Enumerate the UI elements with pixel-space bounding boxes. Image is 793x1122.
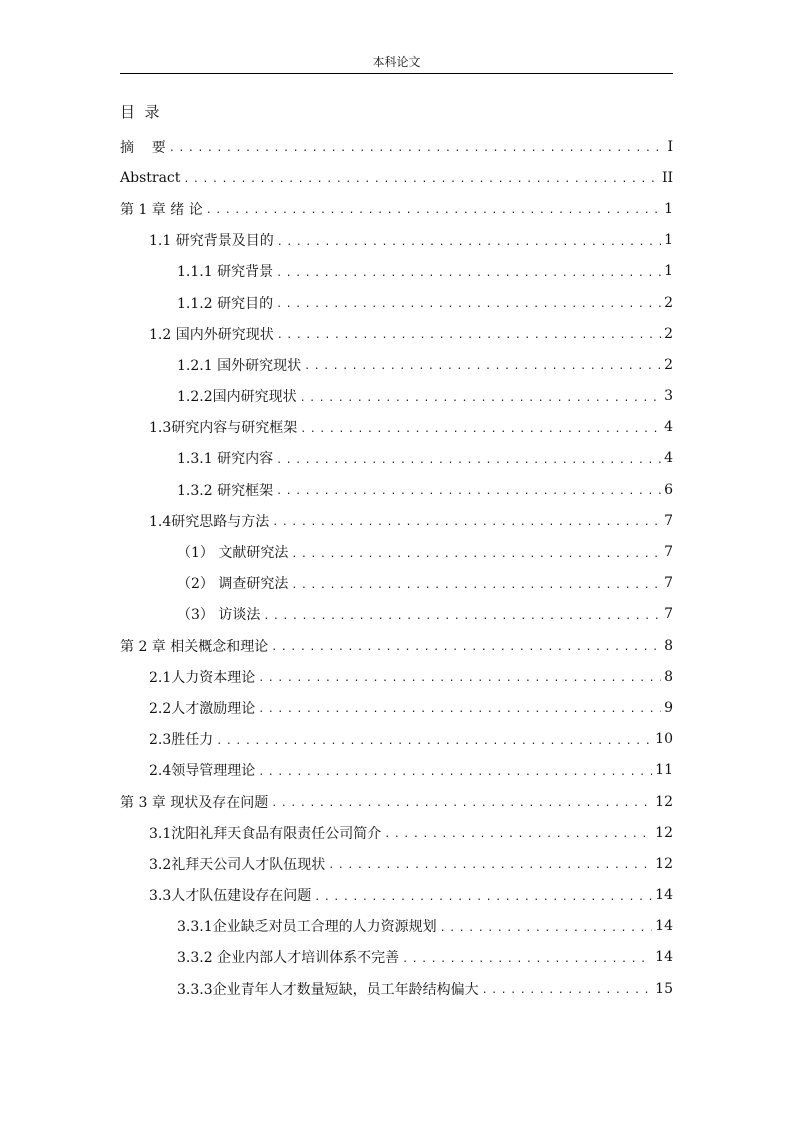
toc-entry-label: （1） 文献研究法 [177, 545, 289, 562]
toc-entry[interactable] [120, 911, 673, 942]
toc-entry-page: 6 [664, 481, 673, 498]
toc-entry-page: 8 [664, 637, 673, 654]
toc-entry-label: 1.3.2 研究框架 [177, 482, 274, 499]
page-header: 本科论文 [372, 55, 421, 69]
toc-entry-page: 1 [664, 232, 673, 249]
toc-entry[interactable] [120, 505, 673, 536]
toc-entry[interactable] [120, 599, 673, 630]
dot-leader [216, 736, 652, 747]
dot-leader [272, 517, 661, 528]
toc-entry[interactable] [120, 162, 673, 193]
dot-leader [271, 798, 652, 809]
toc-entry-label: 第 3 章 现状及存在问题 [120, 794, 269, 811]
dot-leader [440, 923, 653, 934]
toc-entry-page: 7 [664, 512, 673, 529]
toc-entry-label: （3） 访谈法 [177, 607, 261, 624]
toc-entry-label: 3.1沈阳礼拜天食品有限责任公司简介 [149, 825, 382, 842]
toc-entry-label: 第 1 章 绪 论 [120, 201, 203, 218]
toc-entry-page: 2 [664, 356, 673, 373]
toc-entry-label: 2.4领导管理理论 [149, 763, 256, 780]
toc-entry[interactable] [120, 724, 673, 755]
dot-leader [384, 829, 652, 840]
dot-leader [314, 892, 652, 903]
dot-leader [300, 424, 661, 435]
toc-entry-label: 3.3.3企业青年人才数量短缺，员工年龄结构偏大 [177, 981, 479, 998]
toc-entry-page: 12 [655, 793, 673, 810]
toc-entry-page: 9 [664, 699, 673, 716]
dot-leader [276, 268, 661, 279]
toc-entry-label: 1.1.2 研究目的 [177, 295, 274, 312]
dot-leader [291, 580, 661, 591]
toc-entry-page: 2 [664, 294, 673, 311]
toc-entry-label: Abstract [120, 169, 181, 186]
dot-leader [291, 549, 661, 560]
toc-entry-label: 3.3.2 企业内部人才培训体系不完善 [177, 950, 400, 967]
toc-entry[interactable] [120, 568, 673, 599]
toc-entry-label: 1.2.2国内研究现状 [177, 389, 297, 406]
toc-entry-page: 12 [655, 824, 673, 841]
dot-leader [277, 330, 661, 341]
dot-leader [258, 673, 661, 684]
dot-leader [263, 611, 661, 622]
toc-entry[interactable] [120, 661, 673, 692]
toc-entry-page: 3 [664, 388, 673, 405]
toc-entry[interactable] [120, 692, 673, 723]
toc-entry-label: 1.3.1 研究内容 [177, 451, 274, 468]
toc-entry-page: 12 [655, 855, 673, 872]
toc-entry[interactable] [120, 318, 673, 349]
toc-entry-label: 第 2 章 相关概念和理论 [120, 638, 269, 655]
toc-entry-label: 摘 要 [120, 139, 166, 156]
toc-entry-label: 2.1人力资本理论 [149, 669, 256, 686]
toc-entry-page: 4 [664, 419, 673, 436]
toc-entry-page: 2 [664, 325, 673, 342]
toc-entry-label: 1.2.1 国外研究现状 [177, 357, 302, 374]
toc-entry-page: 7 [664, 544, 673, 561]
toc-entry-label: （2） 调查研究法 [177, 576, 289, 593]
toc-entry-page: 14 [655, 918, 673, 935]
dot-leader [276, 455, 661, 466]
toc-entry-label: 2.2人才激励理论 [149, 700, 256, 717]
toc-entry[interactable] [120, 381, 673, 412]
dot-leader [271, 642, 661, 653]
dot-leader [276, 486, 661, 497]
toc-entry-page: 14 [655, 887, 673, 904]
dot-leader [300, 393, 661, 404]
dot-leader [328, 860, 652, 871]
toc-entry-page: 15 [655, 980, 673, 997]
dot-leader [277, 237, 661, 248]
toc-entry[interactable] [120, 942, 673, 973]
toc-entry-page: 10 [655, 731, 673, 748]
toc-entry-page: I [667, 138, 673, 155]
toc-entry[interactable] [120, 973, 673, 1004]
toc-entry[interactable] [120, 193, 673, 224]
toc-entry-page: 11 [655, 762, 673, 779]
toc-entry[interactable] [120, 630, 673, 661]
toc-entry-page: 8 [664, 668, 673, 685]
dot-leader [258, 767, 652, 778]
toc-entry-label: 1.4研究思路与方法 [149, 513, 270, 530]
toc-entry[interactable] [120, 536, 673, 567]
toc-entry-label: 1.2 国内外研究现状 [149, 326, 274, 343]
table-of-contents [120, 131, 673, 1004]
dot-leader [206, 205, 661, 216]
dot-leader [169, 143, 662, 154]
toc-entry[interactable] [120, 880, 673, 911]
toc-entry[interactable] [120, 474, 673, 505]
toc-entry[interactable] [120, 256, 673, 287]
toc-entry[interactable] [120, 287, 673, 318]
toc-entry[interactable] [120, 131, 673, 162]
dot-leader [304, 361, 661, 372]
toc-entry-page: 7 [664, 575, 673, 592]
toc-entry[interactable] [120, 848, 673, 879]
toc-entry-label: 2.3胜任力 [149, 732, 214, 749]
toc-entry[interactable] [120, 755, 673, 786]
toc-entry-label: 3.3人才队伍建设存在问题 [149, 888, 312, 905]
toc-entry-page: II [661, 169, 673, 186]
dot-leader [402, 954, 652, 965]
toc-entry[interactable] [120, 225, 673, 256]
toc-entry[interactable] [120, 443, 673, 474]
toc-entry[interactable] [120, 786, 673, 817]
dot-leader [258, 704, 661, 715]
toc-entry[interactable] [120, 412, 673, 443]
toc-entry-page: 14 [655, 949, 673, 966]
toc-entry-page: 7 [664, 606, 673, 623]
toc-entry-page: 4 [664, 450, 673, 467]
toc-entry-label: 3.2礼拜天公司人才队伍现状 [149, 856, 326, 873]
toc-title: 目 录 [120, 103, 160, 121]
toc-entry-label: 3.3.1企业缺乏对员工合理的人力资源规划 [177, 919, 437, 936]
toc-entry[interactable] [120, 817, 673, 848]
toc-entry-page: 1 [664, 263, 673, 280]
toc-entry-page: 1 [664, 200, 673, 217]
toc-entry[interactable] [120, 349, 673, 380]
toc-entry-label: 1.1.1 研究背景 [177, 264, 274, 281]
dot-leader [183, 174, 659, 185]
header-rule [120, 73, 673, 74]
toc-entry-label: 1.3研究内容与研究框架 [149, 420, 298, 437]
dot-leader [482, 985, 653, 996]
toc-entry-label: 1.1 研究背景及目的 [149, 233, 274, 250]
dot-leader [276, 299, 661, 310]
